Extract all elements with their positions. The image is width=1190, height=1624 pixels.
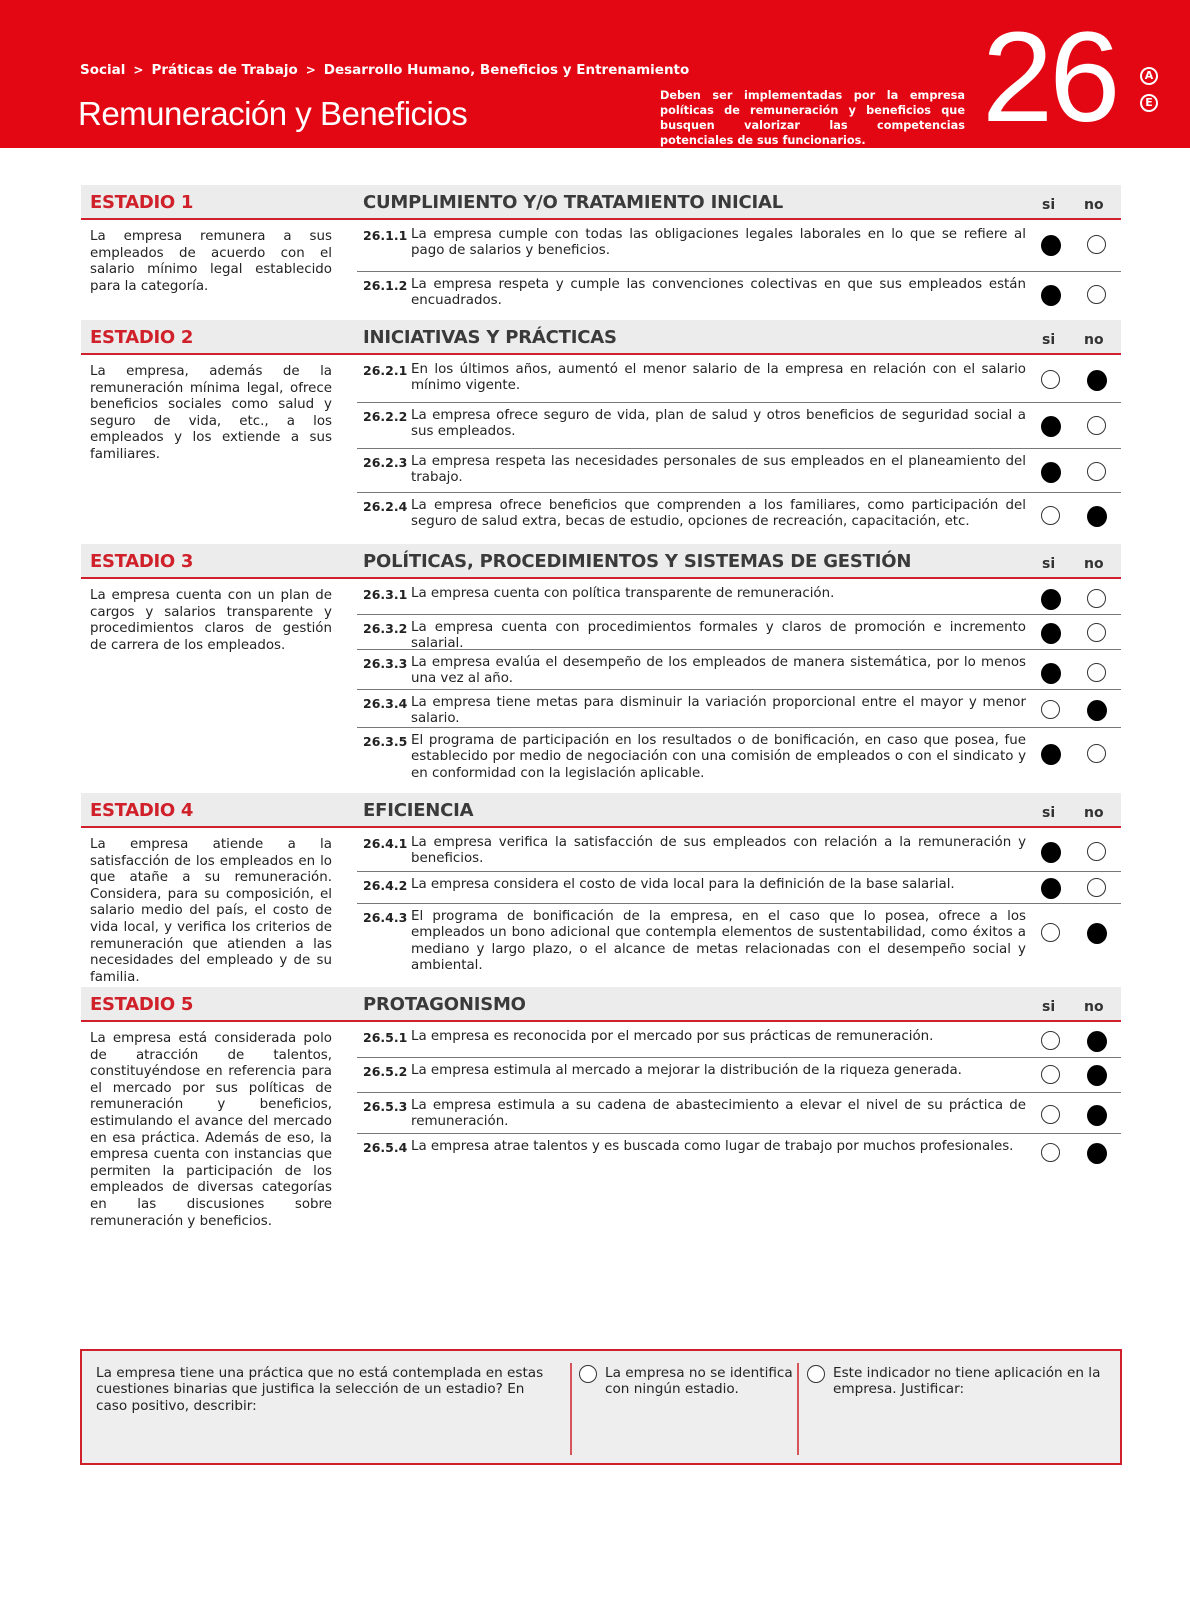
question-text: En los últimos años, aumentó el menor salario de la empresa en relación con el salario mínimo vigente. [411,362,1026,394]
question-code: 26.3.4 [363,696,408,711]
question-row [357,830,1121,872]
answer-no-radio[interactable] [1087,370,1107,391]
stage-label: ESTADIO 4 [90,800,194,821]
column-header-si: si [1042,999,1056,1015]
answer-no-radio[interactable] [1087,235,1106,254]
stage-label: ESTADIO 3 [90,551,194,572]
stage-items [357,830,1121,973]
question-row [357,222,1121,272]
stage-title: INICIATIVAS Y PRÁCTICAS [363,327,617,348]
question-text: La empresa evalúa el desempeño de los empleados de manera sistemática, por lo menos una vez al año. [411,655,1026,687]
answer-si-radio[interactable] [1041,842,1061,863]
stage-description: La empresa cuenta con un plan de cargos y salarios transparente y procedimientos claros de gestión de carrera de los empleados. [90,588,332,653]
answer-si-radio[interactable] [1041,416,1061,437]
question-text: La empresa cuenta con procedimientos formales y claros de promoción e incremento salarial. [411,620,1026,652]
question-code: 26.5.2 [363,1064,408,1079]
question-row [357,690,1121,728]
question-code: 26.4.2 [363,878,408,893]
answer-no-radio[interactable] [1087,923,1107,944]
stage-title: EFICIENCIA [363,800,474,821]
question-row [357,357,1121,403]
stage-items [357,357,1121,541]
answer-si-radio[interactable] [1041,744,1061,765]
badge-e-icon: E [1140,94,1158,112]
question-code: 26.5.4 [363,1140,408,1155]
stage-label: ESTADIO 1 [90,192,194,213]
question-row [357,403,1121,449]
question-text: La empresa tiene metas para disminuir la variación proporcional entre el mayor y menor salario. [411,695,1026,727]
question-text: La empresa es reconocida por el mercado por sus prácticas de remuneración. [411,1029,934,1044]
question-row [357,1093,1121,1134]
divider [570,1363,572,1455]
answer-si-radio[interactable] [1041,589,1061,610]
answer-no-radio[interactable] [1087,623,1106,642]
column-header-no: no [1084,805,1104,821]
column-header-no: no [1084,556,1104,572]
stage-header [81,320,1121,355]
stage-title: POLÍTICAS, PROCEDIMIENTOS Y SISTEMAS DE GESTIÓN [363,551,912,572]
stage-title: PROTAGONISMO [363,994,526,1015]
stage-items [357,222,1121,320]
answer-si-radio[interactable] [1041,663,1061,684]
page-header [0,0,1190,148]
question-text: La empresa considera el costo de vida local para la definición de la base salarial. [411,877,955,892]
answer-no-radio[interactable] [1087,744,1106,763]
stage-items [357,1024,1121,1174]
option-no-stage[interactable] [579,1365,794,1398]
indicator-number: 26 [982,6,1117,149]
divider [797,1363,799,1455]
answer-no-radio[interactable] [1087,506,1107,527]
stage-title: CUMPLIMIENTO Y/O TRATAMIENTO INICIAL [363,192,783,213]
stage-header [81,793,1121,828]
question-row [357,1024,1121,1058]
answer-si-radio[interactable] [1041,700,1060,719]
answer-no-radio[interactable] [1087,589,1106,608]
stage-description: La empresa atiende a la satisfacción de los empleados en lo que atañe a su remuneración. Considera, para su composición, el salario medio del país, el costo de vida local, y verifica los criterios de remuneración que atienden a las necesidades del empleado y de su familia. [90,837,332,985]
answer-si-radio[interactable] [1041,1065,1060,1084]
answer-si-radio[interactable] [1041,623,1061,644]
answer-si-radio[interactable] [1041,1105,1060,1124]
question-code: 26.4.3 [363,910,408,925]
question-text: La empresa atrae talentos y es buscada como lugar de trabajo por muchos profesionales. [411,1139,1014,1154]
stage-header [81,987,1121,1022]
badge-a-icon: A [1140,67,1158,85]
stage-description: La empresa está considerada polo de atracción de talentos, constituyéndose en referencia para el mercado por sus políticas de remuneración y beneficios, estimulando el avance del mercado en esa práctica. Además de eso, la empresa cuenta con instancias que permiten la participación de los empleados de diversas categorías en las discusiones sobre remuneración y beneficios. [90,1031,332,1229]
stage-section-1 [81,185,1121,309]
question-code: 26.1.2 [363,278,408,293]
radio-not-applicable[interactable] [807,1365,825,1383]
question-code: 26.3.1 [363,587,408,602]
question-row [357,872,1121,904]
answer-si-radio[interactable] [1041,506,1060,525]
column-header-no: no [1084,197,1104,213]
column-header-no: no [1084,999,1104,1015]
column-header-si: si [1042,197,1056,213]
question-text: La empresa estimula al mercado a mejorar la distribución de la riqueza generada. [411,1063,962,1078]
question-row [357,615,1121,650]
column-header-no: no [1084,332,1104,348]
column-header-si: si [1042,332,1056,348]
answer-si-radio[interactable] [1041,1031,1060,1050]
page-title: Remuneración y Beneficios [78,95,468,132]
option-not-applicable-label: Este indicador no tiene aplicación en la empresa. Justificar: [833,1365,1101,1398]
stage-label: ESTADIO 5 [90,994,194,1015]
question-row [357,493,1121,541]
question-row [357,728,1121,781]
question-text: La empresa estimula a su cadena de abastecimiento a elevar el nivel de su práctica de remuneración. [411,1098,1026,1130]
breadcrumb-item-social[interactable]: Social [80,62,126,78]
stage-items [357,581,1121,781]
answer-no-radio[interactable] [1087,1105,1107,1126]
stage-section-4 [81,793,1121,985]
stage-section-2 [81,320,1121,530]
column-header-si: si [1042,805,1056,821]
question-code: 26.5.3 [363,1099,408,1114]
answer-si-radio[interactable] [1041,878,1061,899]
question-code: 26.3.3 [363,656,408,671]
answer-no-radio[interactable] [1087,663,1106,682]
stage-description: La empresa, además de la remuneración mínima legal, ofrece beneficios sociales como salud y seguro de vida, etc., a los empleados y los extiende a sus familiares. [90,364,332,462]
stage-label: ESTADIO 2 [90,327,194,348]
question-code: 26.2.3 [363,455,408,470]
answer-no-radio[interactable] [1087,285,1106,304]
answer-si-radio[interactable] [1041,370,1060,389]
question-row [357,650,1121,690]
answer-si-radio[interactable] [1041,462,1061,483]
additional-practice-question[interactable]: La empresa tiene una práctica que no está contemplada en estas cuestiones binarias que justifica la selección de un estadio? En caso positivo, describir: [96,1365,544,1414]
answer-no-radio[interactable] [1087,416,1106,435]
answer-si-radio[interactable] [1041,235,1061,256]
breadcrumb-chevron-icon: > [133,63,144,77]
question-code: 26.2.4 [363,499,408,514]
breadcrumb-item-desarrollo[interactable]: Desarrollo Humano, Beneficios y Entrenamiento [323,62,690,78]
question-text: La empresa ofrece beneficios que comprenden a los familiares, como participación del seguro de salud extra, becas de estudio, opciones de recreación, capacitación, etc. [411,498,1026,530]
question-code: 26.5.1 [363,1030,408,1045]
question-text: La empresa respeta y cumple las convenciones colectivas en que sus empleados están encuadrados. [411,277,1026,309]
answer-no-radio[interactable] [1087,1065,1107,1086]
question-row [357,1134,1121,1174]
answer-si-radio[interactable] [1041,923,1060,942]
stage-section-5 [81,987,1121,1229]
option-not-applicable[interactable] [807,1365,1107,1398]
question-text: La empresa ofrece seguro de vida, plan de salud y otros beneficios de seguridad social a sus empleados. [411,408,1026,440]
question-row [357,449,1121,493]
radio-no-stage[interactable] [579,1365,597,1383]
answer-no-radio[interactable] [1087,1031,1107,1052]
question-row [357,272,1121,320]
answer-no-radio[interactable] [1087,700,1107,721]
answer-no-radio[interactable] [1087,1143,1107,1164]
question-text: El programa de participación en los resultados o de bonificación, en caso que posea, fue establecido por medio de negociación con una comisión de empleados o con el sindicato y en conformidad con la legislación aplicable. [411,733,1026,781]
answer-si-radio[interactable] [1041,285,1061,306]
column-header-si: si [1042,556,1056,572]
question-text: La empresa verifica la satisfacción de sus empleados con relación a la remuneración y beneficios. [411,835,1026,867]
additional-info-box [80,1349,1122,1465]
question-code: 26.3.2 [363,621,408,636]
question-row [357,581,1121,615]
question-code: 26.3.5 [363,734,408,749]
question-code: 26.4.1 [363,836,408,851]
question-code: 26.2.2 [363,409,408,424]
option-no-stage-label: La empresa no se identifica con ningún estadio. [605,1365,793,1398]
answer-no-radio[interactable] [1087,878,1106,897]
stage-header [81,544,1121,579]
question-text: La empresa cumple con todas las obligaciones legales laborales en lo que se refiere al pago de salarios y beneficios. [411,227,1026,259]
question-text: La empresa cuenta con política transparente de remuneración. [411,586,835,601]
stage-header [81,185,1121,220]
indicator-description: Deben ser implementadas por la empresa políticas de remuneración y beneficios que busquen valorizar las competencias potenciales de sus funcionarios. [660,89,965,147]
question-code: 26.2.1 [363,363,408,378]
breadcrumb-item-practicas[interactable]: Práticas de Trabajo [151,62,298,78]
breadcrumb [80,62,689,78]
answer-no-radio[interactable] [1087,462,1106,481]
stage-section-3 [81,544,1121,781]
question-text: El programa de bonificación de la empresa, en el caso que lo posea, ofrece a los empleados un bono adicional que contempla elementos de sustentabilidad, como éxitos a mediano y largo plazo, o el alcance de metas relacionadas con el desempeño social y ambiental. [411,909,1026,973]
breadcrumb-chevron-icon: > [305,63,316,77]
answer-si-radio[interactable] [1041,1143,1060,1162]
question-row [357,1058,1121,1093]
answer-no-radio[interactable] [1087,842,1106,861]
stage-description: La empresa remunera a sus empleados de acuerdo con el salario mínimo legal establecido para la categoría. [90,229,332,294]
question-row [357,904,1121,973]
question-code: 26.1.1 [363,228,408,243]
question-text: La empresa respeta las necesidades personales de sus empleados en el planeamiento del trabajo. [411,454,1026,486]
